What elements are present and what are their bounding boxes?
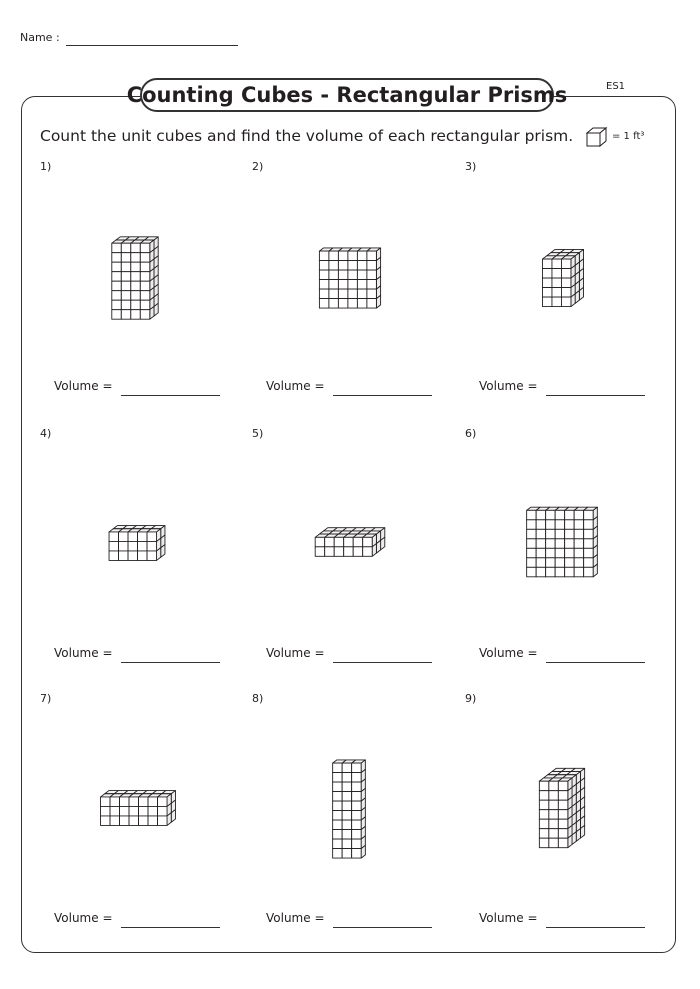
unit-cube-face bbox=[109, 532, 119, 542]
unit-cube-face bbox=[527, 567, 537, 577]
unit-cube-face bbox=[338, 299, 348, 309]
volume-label: Volume = bbox=[54, 911, 113, 925]
unit-cube-face bbox=[112, 253, 122, 263]
unit-cube-face bbox=[129, 816, 139, 826]
unit-cube-face bbox=[549, 791, 559, 801]
unit-cube-face bbox=[119, 532, 129, 542]
unit-cube-face bbox=[128, 532, 138, 542]
volume-label: Volume = bbox=[479, 911, 538, 925]
unit-cube-face bbox=[333, 782, 343, 792]
unit-cube-face bbox=[565, 520, 575, 530]
problem-number: 8) bbox=[252, 692, 264, 705]
problem-5 bbox=[252, 427, 462, 693]
unit-cube-face bbox=[131, 310, 141, 320]
unit-cube-face bbox=[555, 567, 565, 577]
problem-2 bbox=[252, 160, 462, 426]
unit-cube-face bbox=[552, 278, 562, 288]
unit-cube-face bbox=[315, 547, 325, 557]
unit-cube-face bbox=[131, 291, 141, 301]
unit-cube-face bbox=[325, 547, 335, 557]
unit-cube-face bbox=[158, 816, 168, 826]
unit-cube-face bbox=[333, 830, 343, 840]
unit-cube-face bbox=[333, 811, 343, 821]
unit-cube-face bbox=[338, 270, 348, 280]
name-field[interactable] bbox=[66, 45, 238, 46]
unit-cube-face bbox=[344, 547, 354, 557]
unit-cube-face bbox=[527, 558, 537, 568]
instruction-text: Count the unit cubes and find the volume of each rectangular prism. bbox=[40, 127, 574, 145]
unit-cube-face bbox=[129, 806, 139, 816]
worksheet-title: Counting Cubes - Rectangular Prisms bbox=[140, 78, 554, 112]
unit-cube-face bbox=[140, 291, 150, 301]
unit-cube-face bbox=[561, 297, 571, 307]
unit-cube-face bbox=[348, 299, 358, 309]
unit-cube-face bbox=[140, 310, 150, 320]
unit-cube-face bbox=[546, 558, 556, 568]
unit-cube-face bbox=[527, 539, 537, 549]
unit-cube-face bbox=[131, 262, 141, 272]
unit-cube-face bbox=[333, 773, 343, 783]
unit-cube-face bbox=[348, 289, 358, 299]
unit-cube-face bbox=[138, 532, 148, 542]
unit-cube-face bbox=[101, 806, 111, 816]
worksheet-code: ES1 bbox=[606, 81, 626, 92]
unit-cube-face bbox=[555, 520, 565, 530]
unit-cube-face bbox=[555, 539, 565, 549]
unit-cube-face bbox=[542, 278, 552, 288]
unit-cube-face bbox=[338, 251, 348, 261]
unit-cube-face bbox=[128, 551, 138, 561]
unit-cube-face bbox=[138, 541, 148, 551]
unit-cube-face bbox=[527, 520, 537, 530]
unit-cube-face bbox=[112, 243, 122, 253]
unit-cube-face bbox=[367, 270, 377, 280]
unit-cube-face bbox=[119, 541, 129, 551]
unit-cube-face bbox=[584, 539, 594, 549]
unit-cube-face bbox=[574, 510, 584, 519]
unit-cube-face bbox=[325, 537, 335, 547]
unit-cube-face bbox=[121, 272, 131, 282]
unit-cube-face bbox=[565, 567, 575, 577]
unit-cube-face bbox=[348, 261, 358, 271]
unit-cube-face bbox=[536, 510, 546, 519]
unit-cube-face bbox=[352, 792, 362, 802]
unit-cube-face bbox=[565, 529, 575, 539]
unit-cube-face bbox=[342, 820, 352, 830]
unit-cube-face bbox=[131, 300, 141, 310]
unit-cube-face bbox=[565, 548, 575, 558]
unit-cube-face bbox=[546, 539, 556, 549]
unit-cube-icon bbox=[585, 127, 609, 149]
unit-cube-face bbox=[119, 551, 129, 561]
unit-cube-face bbox=[353, 537, 363, 547]
unit-cube-face bbox=[138, 551, 148, 561]
unit-cube-face bbox=[112, 310, 122, 320]
unit-cube-face bbox=[367, 251, 377, 261]
unit-cube-face bbox=[367, 280, 377, 290]
unit-cube-face bbox=[536, 558, 546, 568]
volume-label: Volume = bbox=[54, 379, 113, 393]
unit-cube-face bbox=[353, 547, 363, 557]
problem-3 bbox=[465, 160, 675, 426]
unit-cube-face bbox=[536, 567, 546, 577]
unit-cube-face bbox=[120, 816, 130, 826]
problem-7 bbox=[40, 692, 250, 958]
prism-9 bbox=[465, 692, 675, 892]
unit-cube-face bbox=[101, 816, 111, 826]
unit-cube-face bbox=[333, 763, 343, 773]
unit-cube-face bbox=[539, 791, 549, 801]
unit-cube-face bbox=[120, 806, 130, 816]
prism-7 bbox=[40, 692, 250, 892]
unit-cube-face bbox=[574, 520, 584, 530]
unit-cube-face bbox=[527, 529, 537, 539]
unit-cube-face bbox=[352, 849, 362, 859]
unit-cube-face bbox=[558, 829, 568, 839]
unit-cube-face bbox=[140, 253, 150, 263]
unit-cube-face bbox=[558, 819, 568, 829]
unit-cube-face bbox=[139, 797, 149, 807]
unit-cube-face bbox=[139, 806, 149, 816]
unit-cube-face bbox=[558, 838, 568, 848]
unit-cube-face bbox=[329, 299, 339, 309]
unit-cube-face bbox=[338, 280, 348, 290]
volume-answer-line[interactable] bbox=[121, 662, 220, 663]
volume-answer-line[interactable] bbox=[121, 927, 220, 928]
problem-number: 5) bbox=[252, 427, 264, 440]
unit-cube-face bbox=[148, 806, 158, 816]
unit-cube-face bbox=[121, 310, 131, 320]
unit-cube-face bbox=[121, 291, 131, 301]
name-label: Name : bbox=[20, 31, 60, 44]
unit-cube-face bbox=[139, 816, 149, 826]
unit-cube-face bbox=[121, 300, 131, 310]
unit-cube-face bbox=[344, 537, 354, 547]
unit-cube-face bbox=[110, 806, 120, 816]
volume-answer-line[interactable] bbox=[121, 395, 220, 396]
unit-cube-face bbox=[342, 849, 352, 859]
unit-cube-face bbox=[536, 548, 546, 558]
unit-cube-face bbox=[367, 299, 377, 309]
unit-cube-face bbox=[148, 797, 158, 807]
unit-cube-face bbox=[539, 829, 549, 839]
unit-cube-face bbox=[539, 781, 549, 791]
volume-label: Volume = bbox=[54, 646, 113, 660]
unit-cube-face bbox=[158, 797, 168, 807]
volume-answer-line[interactable] bbox=[333, 927, 432, 928]
unit-cube-face bbox=[333, 820, 343, 830]
unit-cube-face bbox=[357, 280, 367, 290]
unit-cube-face bbox=[319, 299, 329, 309]
unit-cube-face bbox=[319, 270, 329, 280]
unit-cube-face bbox=[319, 289, 329, 299]
unit-cube-face bbox=[549, 810, 559, 820]
volume-answer-line[interactable] bbox=[546, 927, 645, 928]
unit-cube-face bbox=[319, 280, 329, 290]
unit-cube-face bbox=[147, 551, 157, 561]
volume-label: Volume = bbox=[266, 911, 325, 925]
unit-cube-face bbox=[148, 816, 158, 826]
problem-number: 7) bbox=[40, 692, 52, 705]
unit-cube-face bbox=[549, 781, 559, 791]
unit-cube-face bbox=[367, 289, 377, 299]
unit-cube-face bbox=[565, 558, 575, 568]
unit-cube-face bbox=[342, 773, 352, 783]
problem-number: 3) bbox=[465, 160, 477, 173]
unit-cube-face bbox=[527, 510, 537, 519]
unit-cube-face bbox=[546, 548, 556, 558]
prism-5 bbox=[252, 427, 462, 627]
unit-cube-face bbox=[342, 830, 352, 840]
unit-cube-face bbox=[357, 261, 367, 271]
unit-cube-face bbox=[329, 289, 339, 299]
unit-cube-face bbox=[352, 820, 362, 830]
unit-cube-face bbox=[112, 272, 122, 282]
unit-cube-face bbox=[539, 810, 549, 820]
unit-cube-face bbox=[542, 297, 552, 307]
unit-cube-face bbox=[546, 510, 556, 519]
prism-6 bbox=[465, 427, 675, 627]
unit-cube-face bbox=[561, 288, 571, 298]
unit-cube-face bbox=[334, 547, 344, 557]
unit-cube-face bbox=[549, 819, 559, 829]
unit-cube-face bbox=[536, 539, 546, 549]
problem-number: 9) bbox=[465, 692, 477, 705]
problem-number: 6) bbox=[465, 427, 477, 440]
volume-label: Volume = bbox=[266, 379, 325, 393]
unit-cube-face bbox=[352, 782, 362, 792]
unit-cube-face bbox=[584, 520, 594, 530]
unit-cube-face bbox=[546, 520, 556, 530]
unit-cube-face bbox=[536, 529, 546, 539]
unit-cube-face bbox=[527, 548, 537, 558]
unit-cube-face bbox=[539, 800, 549, 810]
unit-cube-face bbox=[539, 819, 549, 829]
unit-cube-face bbox=[546, 567, 556, 577]
unit-cube-face bbox=[140, 300, 150, 310]
unit-cube-face bbox=[352, 763, 362, 773]
unit-cube-face bbox=[140, 243, 150, 253]
unit-cube-face bbox=[552, 288, 562, 298]
unit-cube-face bbox=[110, 797, 120, 807]
unit-cube-face bbox=[333, 849, 343, 859]
unit-cube-face bbox=[348, 270, 358, 280]
prism-4 bbox=[40, 427, 250, 627]
unit-cube-face bbox=[342, 811, 352, 821]
unit-cube-face bbox=[352, 839, 362, 849]
unit-cube-face bbox=[574, 548, 584, 558]
unit-cube-face bbox=[584, 510, 594, 519]
unit-cube-face bbox=[552, 269, 562, 279]
volume-answer-line[interactable] bbox=[333, 662, 432, 663]
unit-cube-face bbox=[584, 529, 594, 539]
unit-cube-face bbox=[147, 541, 157, 551]
unit-cube-face bbox=[329, 261, 339, 271]
volume-answer-line[interactable] bbox=[546, 395, 645, 396]
unit-cube-face bbox=[584, 567, 594, 577]
unit-cube-face bbox=[555, 510, 565, 519]
unit-cube-face bbox=[574, 567, 584, 577]
unit-cube-face bbox=[357, 289, 367, 299]
unit-cube-face bbox=[342, 763, 352, 773]
unit-cube-face bbox=[584, 558, 594, 568]
problem-6 bbox=[465, 427, 675, 693]
prism-1 bbox=[40, 160, 250, 360]
unit-cube-face bbox=[129, 797, 139, 807]
unit-cube-face bbox=[319, 261, 329, 271]
unit-cube-face bbox=[315, 537, 325, 547]
unit-cube-face bbox=[536, 520, 546, 530]
unit-cube-face bbox=[342, 792, 352, 802]
unit-cube-face bbox=[112, 300, 122, 310]
unit-cube-face bbox=[539, 838, 549, 848]
unit-cube-face bbox=[367, 261, 377, 271]
unit-cube-face bbox=[333, 801, 343, 811]
problem-8 bbox=[252, 692, 462, 958]
unit-cube-face bbox=[574, 558, 584, 568]
unit-cube-face bbox=[121, 281, 131, 291]
unit-cube-face bbox=[131, 272, 141, 282]
unit-cube-face bbox=[352, 830, 362, 840]
unit-cube-face bbox=[549, 838, 559, 848]
unit-cube-face bbox=[342, 782, 352, 792]
unit-cube-face bbox=[131, 253, 141, 263]
unit-cube-face bbox=[158, 806, 168, 816]
problem-9 bbox=[465, 692, 675, 958]
unit-cube-face bbox=[140, 281, 150, 291]
unit-cube-face bbox=[342, 839, 352, 849]
unit-cube-face bbox=[574, 539, 584, 549]
unit-cube-face bbox=[112, 262, 122, 272]
unit-cube-face bbox=[352, 811, 362, 821]
unit-cube-face bbox=[121, 253, 131, 263]
unit-cube-face bbox=[110, 816, 120, 826]
prism-3 bbox=[465, 160, 675, 360]
unit-cube-face bbox=[109, 541, 119, 551]
volume-answer-line[interactable] bbox=[333, 395, 432, 396]
unit-cube-face bbox=[555, 548, 565, 558]
volume-label: Volume = bbox=[479, 646, 538, 660]
unit-cube-face bbox=[128, 541, 138, 551]
unit-cube-face bbox=[121, 262, 131, 272]
unit-cube-face bbox=[542, 259, 552, 269]
unit-cube-face bbox=[352, 773, 362, 783]
unit-cube-face bbox=[363, 547, 373, 557]
unit-cube-face bbox=[334, 537, 344, 547]
unit-cube-face bbox=[546, 529, 556, 539]
unit-cube-face bbox=[121, 243, 131, 253]
unit-cube-face bbox=[147, 532, 157, 542]
volume-answer-line[interactable] bbox=[546, 662, 645, 663]
unit-cube-face bbox=[352, 801, 362, 811]
unit-cube-face bbox=[333, 792, 343, 802]
prism-2 bbox=[252, 160, 462, 360]
unit-cube-face bbox=[558, 800, 568, 810]
unit-cube-face bbox=[565, 510, 575, 519]
unit-cube-face bbox=[565, 539, 575, 549]
unit-label: = 1 ft³ bbox=[612, 131, 645, 142]
problem-number: 1) bbox=[40, 160, 52, 173]
unit-cube-face bbox=[140, 262, 150, 272]
unit-cube-face bbox=[542, 288, 552, 298]
problem-4 bbox=[40, 427, 250, 693]
unit-cube-face bbox=[552, 297, 562, 307]
unit-cube-face bbox=[319, 251, 329, 261]
volume-label: Volume = bbox=[266, 646, 325, 660]
unit-cube-face bbox=[357, 270, 367, 280]
problem-number: 4) bbox=[40, 427, 52, 440]
unit-cube-face bbox=[552, 259, 562, 269]
unit-cube-face bbox=[120, 797, 130, 807]
unit-cube-face bbox=[558, 781, 568, 791]
unit-cube-face bbox=[348, 280, 358, 290]
unit-cube-face bbox=[357, 299, 367, 309]
unit-cube-face bbox=[561, 278, 571, 288]
unit-cube-face bbox=[329, 251, 339, 261]
unit-cube-face bbox=[561, 259, 571, 269]
unit-cube-face bbox=[131, 281, 141, 291]
unit-cube-face bbox=[584, 548, 594, 558]
problem-1 bbox=[40, 160, 250, 426]
unit-cube-face bbox=[101, 797, 111, 807]
unit-cube-face bbox=[333, 839, 343, 849]
unit-cube-face bbox=[549, 829, 559, 839]
unit-cube-face bbox=[342, 801, 352, 811]
unit-cube-face bbox=[555, 529, 565, 539]
unit-cube-face bbox=[329, 280, 339, 290]
unit-cube-face bbox=[555, 558, 565, 568]
unit-cube-face bbox=[558, 791, 568, 801]
unit-cube-face bbox=[329, 270, 339, 280]
unit-cube-face bbox=[338, 261, 348, 271]
unit-cube-face bbox=[561, 269, 571, 279]
unit-cube-face bbox=[574, 529, 584, 539]
prism-8 bbox=[252, 692, 462, 892]
unit-cube-face bbox=[338, 289, 348, 299]
unit-cube-face bbox=[109, 551, 119, 561]
unit-cube-face bbox=[140, 272, 150, 282]
unit-cube-face bbox=[357, 251, 367, 261]
unit-cube-face bbox=[112, 281, 122, 291]
unit-cube-face bbox=[112, 291, 122, 301]
volume-label: Volume = bbox=[479, 379, 538, 393]
unit-cube-face bbox=[363, 537, 373, 547]
unit-cube-face bbox=[348, 251, 358, 261]
unit-cube-face bbox=[549, 800, 559, 810]
unit-cube-face bbox=[542, 269, 552, 279]
problem-number: 2) bbox=[252, 160, 264, 173]
unit-cube-face bbox=[131, 243, 141, 253]
unit-cube-face bbox=[558, 810, 568, 820]
